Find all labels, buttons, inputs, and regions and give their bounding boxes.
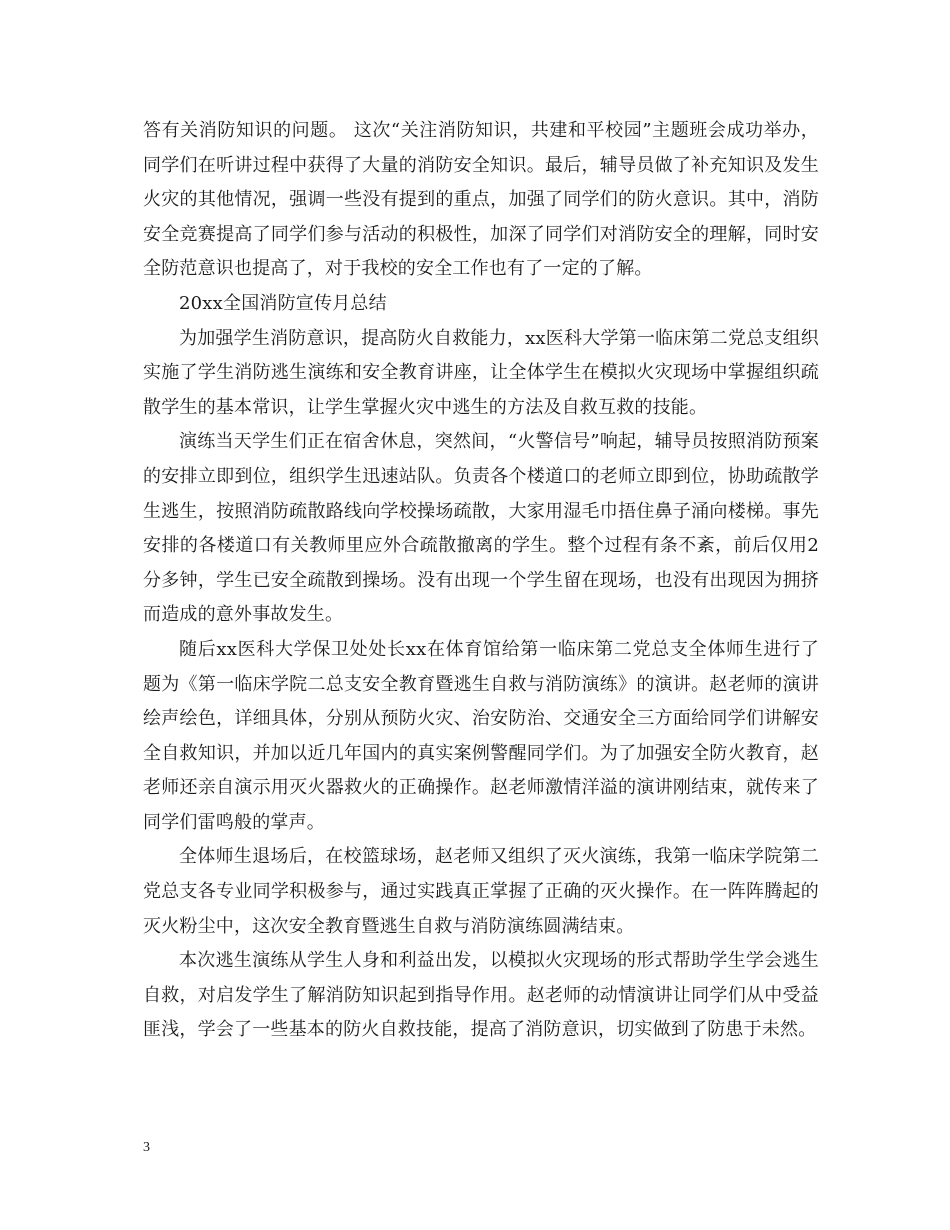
paragraph-conclusion: 本次逃生演练从学生人身和利益出发，以模拟火灾现场的形式帮助学生学会逃生自救，对启发学生了解消防知识起到指导作用。赵老师的动情演讲让同学们从中受益匪浅，学会了一些基本的防火自救技能，提高了消防意识，切实做到了防患于未然。	[143, 950, 819, 1041]
page-number: 3	[143, 1140, 150, 1155]
paragraph-drill: 演练当天学生们正在宿舍休息，突然间，“火警信号”响起，辅导员按照消防预案的安排立即到位，组织学生迅速站队。负责各个楼道口的老师立即到位，协助疏散学生逃生，按照消防疏散路线向学校操场疏散，大家用湿毛巾捂住鼻子涌向楼梯。事先安排的各楼道口有关教师里应外合疏散撤离的学生。整个过程有条不紊，前后仅用2分多钟，学生已安全疏散到操场。没有出现一个学生留在现场，也没有出现因为拥挤而造成的意外事故发生。	[143, 431, 819, 626]
paragraph-continuation: 答有关消防知识的问题。 这次“关注消防知识，共建和平校园”主题班会成功举办，同学们在听讲过程中获得了大量的消防安全知识。最后，辅导员做了补充知识及发生火灾的其他情况，强调一些没有提到的重点，加强了同学们的防火意识。其中，消防安全竞赛提高了同学们参与活动的积极性，加深了同学们对消防安全的理解，同时安全防范意识也提高了，对于我校的安全工作也有了一定的了解。	[143, 120, 819, 280]
section-heading: 20xx全国消防宣传月总结	[179, 292, 387, 314]
document-body	[143, 114, 819, 1048]
paragraph-lecture: 随后xx医科大学保卫处处长xx在体育馆给第一临床第二党总支全体师生进行了题为《第一临床学院二总支安全教育暨逃生自救与消防演练》的演讲。赵老师的演讲绘声绘色，详细具体，分别从预防火灾、治安防治、交通安全三方面给同学们讲解安全自救知识，并加以近几年国内的真实案例警醒同学们。为了加强安全防火教育，赵老师还亲自演示用灭火器救火的正确操作。赵老师激情洋溢的演讲刚结束，就传来了同学们雷鸣般的掌声。	[143, 638, 819, 833]
paragraph-fire-drill: 全体师生退场后，在校篮球场，赵老师又组织了灭火演练，我第一临床学院第二党总支各专业同学积极参与，通过实践真正掌握了正确的灭火操作。在一阵阵腾起的灭火粉尘中，这次安全教育暨逃生自救与消防演练圆满结束。	[143, 846, 819, 937]
paragraph-intro: 为加强学生消防意识，提高防火自救能力，xx医科大学第一临床第二党总支组织实施了学生消防逃生演练和安全教育讲座，让全体学生在模拟火灾现场中掌握组织疏散学生的基本常识，让学生掌握火灾中逃生的方法及自救互救的技能。	[143, 327, 819, 418]
